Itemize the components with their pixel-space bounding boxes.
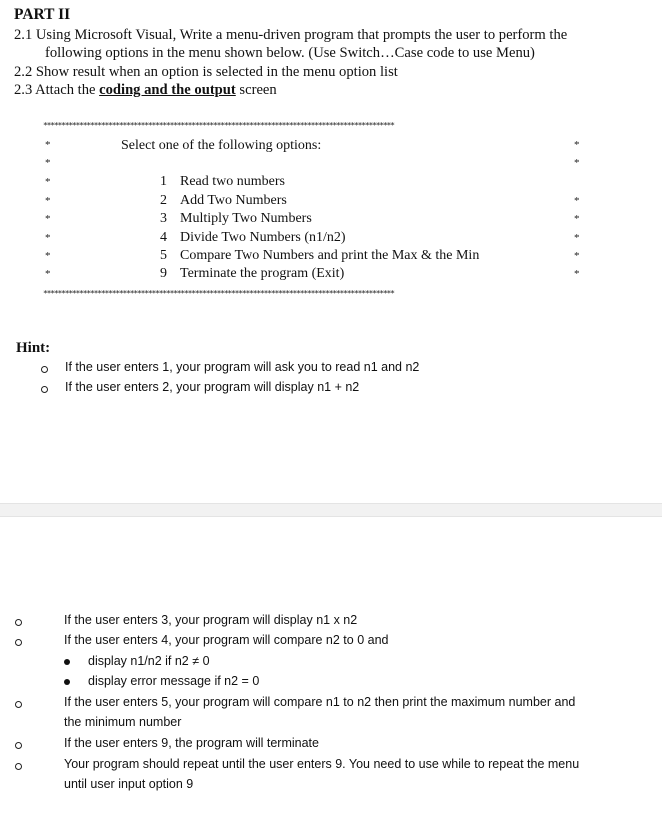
menu-item-text: Multiply Two Numbers (180, 211, 312, 226)
menu-item (160, 230, 346, 246)
menu-border-right-star: * (574, 232, 580, 244)
menu-item (160, 266, 344, 282)
task-2-3-suffix: screen (235, 82, 277, 98)
menu-item-text: Add Two Numbers (180, 193, 287, 208)
menu-border-right-star: * (574, 195, 580, 207)
hollow-bullet-icon (15, 742, 22, 749)
menu-heading: Select one of the following options: (121, 138, 322, 153)
hint-item: If the user enters 5, your program will compare n1 to n2 then print the maximum number and (64, 695, 576, 709)
menu-border-left-star: * (45, 157, 51, 169)
menu-border-left-star: * (45, 232, 51, 244)
hint-subitem: display error message if n2 = 0 (88, 674, 260, 688)
task-2-3-emphasis: coding and the output (99, 82, 236, 98)
hollow-bullet-icon (15, 701, 22, 708)
menu-item-number: 5 (160, 248, 167, 263)
menu-border-left-star: * (45, 213, 51, 225)
menu-item-number: 2 (160, 193, 167, 208)
menu-border-left-star: * (45, 139, 51, 151)
menu-item-number: 9 (160, 266, 167, 281)
menu-item (160, 211, 312, 227)
menu-item-number: 4 (160, 230, 167, 245)
menu-item (160, 174, 285, 190)
filled-bullet-icon (64, 659, 70, 665)
hollow-bullet-icon (41, 386, 48, 393)
menu-border-left-star: * (45, 195, 51, 207)
hollow-bullet-icon (15, 619, 22, 626)
hint-item: If the user enters 4, your program will compare n2 to 0 and (64, 633, 389, 647)
menu-item (160, 248, 479, 264)
menu-item-number: 1 (160, 174, 167, 189)
hint-item: If the user enters 9, the program will terminate (64, 736, 319, 750)
menu-border-right-star: * (574, 213, 580, 225)
menu-border-right-star: * (574, 139, 580, 151)
menu-item-text: Divide Two Numbers (n1/n2) (180, 230, 346, 245)
hint-item-continuation: until user input option 9 (64, 777, 194, 791)
menu-item-text: Terminate the program (Exit) (180, 266, 345, 281)
task-2-3-prefix: 2.3 Attach the (14, 82, 100, 98)
page-break (0, 503, 662, 517)
hollow-bullet-icon (41, 366, 48, 373)
menu-border-left-star: * (45, 250, 51, 262)
menu-border-left-star: * (45, 176, 51, 188)
menu-item (160, 193, 287, 209)
menu-border-right-star: * (574, 157, 580, 169)
hint-subitem: display n1/n2 if n2 ≠ 0 (88, 654, 210, 668)
menu-item-number: 3 (160, 211, 167, 226)
part-title: PART II (14, 6, 71, 23)
menu-border-right-star: * (574, 268, 580, 280)
menu-item-text: Read two numbers (180, 174, 285, 189)
hint-item: Your program should repeat until the user enters 9. You need to use while to repeat the menu (64, 757, 580, 771)
hollow-bullet-icon (15, 639, 22, 646)
hint-item: If the user enters 2, your program will display n1 + n2 (65, 380, 360, 394)
hint-item-continuation: the minimum number (64, 715, 182, 729)
menu-border-left-star: * (45, 268, 51, 280)
hint-item: If the user enters 1, your program will ask you to read n1 and n2 (65, 360, 420, 374)
task-2-2: 2.2 Show result when an option is selected in the menu option list (14, 64, 398, 80)
menu-border-top: ************************************************************************************************* (43, 121, 394, 130)
menu-border-bottom: ************************************************************************************************* (43, 289, 394, 298)
filled-bullet-icon (64, 679, 70, 685)
hollow-bullet-icon (15, 763, 22, 770)
menu-item-text: Compare Two Numbers and print the Max & the Min (180, 248, 480, 263)
menu-border-right-star: * (574, 250, 580, 262)
task-2-1-line1: 2.1 Using Microsoft Visual, Write a menu-driven program that prompts the user to perform the (14, 27, 568, 43)
hint-item: If the user enters 3, your program will display n1 x n2 (64, 613, 358, 627)
task-2-1-line2: following options in the menu shown below. (Use Switch…Case code to use Menu) (45, 45, 535, 61)
hint-title: Hint: (16, 340, 51, 356)
task-2-3 (14, 82, 277, 99)
